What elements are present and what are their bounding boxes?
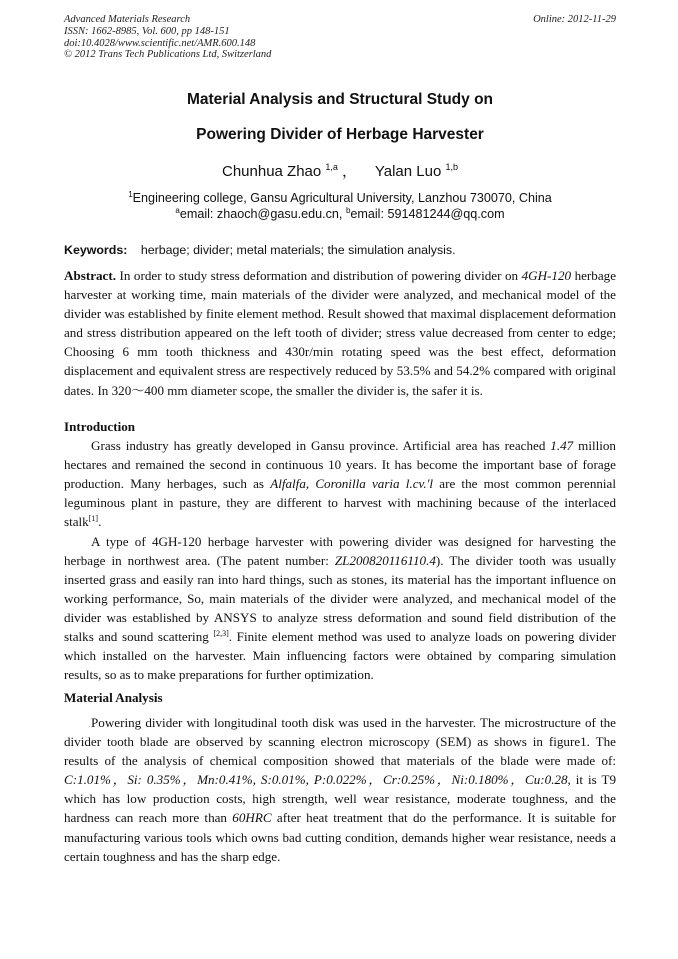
abstract-text-cont: herbage harvester at working time, main materials of the divider were analyzed, and mechanical model of the divider was established by finite element method. Result showed that maximal displacement deformation and stress distribution appeared on the left tooth of divider; stress value decreased from center to edge; Choosing 6 mm tooth thickness and 430r/min rotating speed was the best effect, deformation displacement and equivalent stress are respectively reduced by 53.5% and 54.2% compared with original dates. In 320～400 mm diameter scope, the smaller the divider is, the safer it is. xyxy=(64,268,617,398)
author-list xyxy=(64,160,616,181)
intro-text: A type of 4GH-120 herbage harvester with powering divider was designed for harvesting the herbage in northwest area. (The patent number: xyxy=(64,533,616,568)
material-text: Powering divider with longitudinal tooth disk was used in the harvester. The microstructure of the divider tooth blade are observed by scanning electron microscopy (SEM) as shows in figure1. The results of the analysis of chemical composition showed that materials of the blade were made of: xyxy=(64,715,616,769)
intro-text: Grass industry has greatly developed in Gansu province. Artificial area has reached xyxy=(91,438,546,454)
online-date: Online: 2012-11-29 xyxy=(533,14,616,25)
citation-ref: [2,3] xyxy=(213,629,229,639)
abstract xyxy=(64,266,616,400)
introduction-section xyxy=(64,417,616,684)
journal-name: Advanced Materials Research xyxy=(64,14,191,25)
abstract-label: Abstract. xyxy=(64,268,116,283)
intro-text: ). The divider tooth was usually inserted grass and easily ran into hard things, such as stones, its material has the important influence on working performance, So, main materials of the divider were analyzed, and mechanical model of the divider was established by ANSYS to analyze stress deformation and sound field distribution of the stalks and sound scattering xyxy=(64,552,616,645)
citation-ref: [1] xyxy=(88,514,99,524)
email-a: email: zhaoch@gasu.edu.cn, xyxy=(179,207,343,221)
author-name: Yalan Luo xyxy=(374,163,442,180)
patent-number: ZL200820116110.4 xyxy=(334,552,436,568)
institution-name: Engineering college, Gansu Agricultural University, Lanzhou 730070, China xyxy=(132,191,552,205)
introduction-paragraph-1 xyxy=(64,436,616,531)
affiliation-institution xyxy=(64,190,616,205)
author-affiliation-mark: 1,b xyxy=(445,162,458,172)
author-separator: ， xyxy=(341,163,357,180)
abstract-text: In order to study stress deformation and distribution of powering divider on xyxy=(119,268,519,283)
issn-line: ISSN: 1662-8985, Vol. 600, pp 148-151 xyxy=(64,25,230,37)
introduction-heading: Introduction xyxy=(64,419,136,434)
intro-text: are the most common perennial leguminous plant in pasture, they are different to harvest with machining because of the interlaced stalk xyxy=(64,476,616,530)
paper-title-line-2: Powering Divider of Herbage Harvester xyxy=(196,126,484,143)
intro-text: . Finite element method was used to analyze loads on powering divider which installed on the harvester. Main influencing factors were obtained by comparing simulation results, so as to make preparations for further optimization. xyxy=(64,629,617,683)
doi-line: doi:10.4028/www.scientific.net/AMR.600.148 xyxy=(64,37,256,49)
material-analysis-heading: Material Analysis xyxy=(64,690,163,705)
keywords-text: herbage; divider; metal materials; the simulation analysis. xyxy=(140,243,456,257)
model-name: 4GH-120 xyxy=(521,268,572,283)
intro-text: . xyxy=(98,514,102,530)
keywords xyxy=(64,243,616,257)
material-analysis-paragraph xyxy=(64,713,616,866)
material-analysis-heading-wrap xyxy=(64,688,616,707)
keywords-label: Keywords: xyxy=(64,243,128,257)
paper-title-line-1: Material Analysis and Structural Study on xyxy=(186,91,494,108)
introduction-paragraph-2 xyxy=(64,532,616,685)
author-name: Chunhua Zhao xyxy=(222,163,322,180)
area-value: 1.47 xyxy=(550,438,574,454)
affiliation-mark: 1 xyxy=(128,190,133,199)
email-mark-b: b xyxy=(345,206,351,215)
copyright-line: © 2012 Trans Tech Publications Ltd, Switzerland xyxy=(64,49,272,61)
species-names: Alfalfa, Coronilla varia l.cv.'l xyxy=(270,476,434,492)
journal-header xyxy=(64,14,616,61)
material-text: it is T9 which has low production costs, high strength, well wear resistance, moderate toughness, and the hardness can reach more than xyxy=(64,772,616,826)
material-text: after heat treatment that do the performance. It is suitable for manufacturing various tools which owns bad cutting condition, demands higher wear resistance, needs a certain toughness and has the sharp edge. xyxy=(64,810,617,864)
chemical-composition: C:1.01%，Si: 0.35%，Mn:0.41%, S:0.01%, P:0.022%，Cr:0.25%，Ni:0.180%，Cu:0.28, xyxy=(64,772,571,788)
affiliation-emails xyxy=(64,206,616,221)
intro-text: million hectares and remained the second in continuous 10 years. It has become the important base of forage production. Many herbages, such as xyxy=(64,438,616,492)
email-mark-a: a xyxy=(175,206,180,215)
author-affiliation-mark: 1,a xyxy=(325,162,338,172)
email-b: email: 591481244@qq.com xyxy=(350,207,505,221)
hardness-value: 60HRC xyxy=(232,810,272,826)
